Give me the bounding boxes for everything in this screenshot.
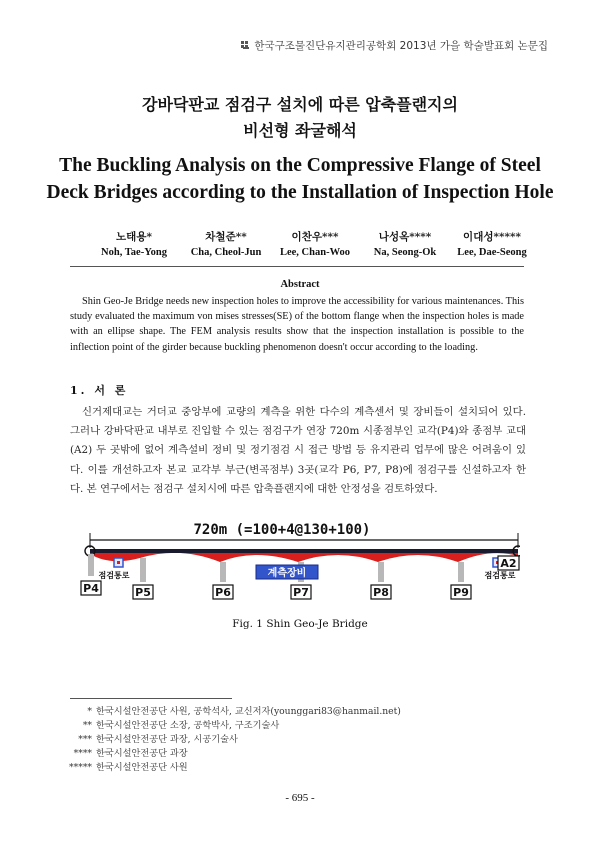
inspection-label-left: 점검통로	[98, 571, 130, 580]
author-korean-name: 이찬우***	[291, 231, 339, 243]
footnote-mark: *	[87, 706, 92, 717]
author-5	[442, 229, 542, 261]
footnote-5	[0, 761, 450, 774]
author-divider	[70, 266, 524, 267]
footnote-mark: *****	[69, 762, 92, 773]
introduction-body: 신거제대교는 거더교 중앙부에 교량의 계측을 위한 다수의 계측센서 및 장비들이 설치되어 있다. 그러나 강바닥판교 내부로 진입할 수 있는 점검구가 연장 720m 시종점부인 교각(P4)와 종점부 교대(A2) 두 곳밖에 없어 계측설비 정비 및 정기점검 시 접근 방법 등 유지관리 업무에 많은 어려움이 있다. 이를 개선하고자 본교 교각부 부근(변곡점부) 3곳(교각 P6, P7, P8)에 점검구를 신설하고자 한다. 본 연구에서는 점검구 설치시에 따른 압축플랜지에 대한 안정성을 검토하였다.	[70, 406, 526, 495]
author-korean-name: 이대성*****	[463, 231, 521, 243]
span-label: 720m (=100+4@130+100)	[193, 522, 371, 538]
author-2	[176, 229, 276, 261]
document-icon	[241, 41, 250, 50]
equipment-label: 계측장비	[267, 568, 307, 579]
author-english-name: Lee, Dae-Seong	[457, 247, 527, 258]
pier-label-p7: P7	[293, 586, 309, 599]
author-korean-name: 노태용*	[116, 231, 152, 243]
author-1	[84, 229, 184, 261]
footnote-mark: ****	[73, 748, 92, 759]
korean-title-line-2: 비선형 좌굴해석	[243, 121, 357, 140]
pier-label-p5: P5	[135, 586, 151, 599]
footnote-4	[0, 747, 450, 760]
abstract-body: Shin Geo-Je Bridge needs new inspection holes to improve the accessibility for various maintenances. This study evaluated the maximum von mises stresses(SE) of the bottom flange when the inspection holes is made with an ellipse shape. The FEM analysis results show that the inspection installation is possible to the inflection point of the girder because buckling phenomenon doesn't occur according to the loading.	[70, 296, 524, 353]
pier-column-p4	[88, 554, 94, 576]
author-english-name: Cha, Cheol-Jun	[190, 247, 262, 258]
author-english-name: Noh, Tae-Yong	[101, 247, 167, 258]
korean-title-line-1: 강바닥판교 점검구 설치에 따른 압축플랜지의	[142, 95, 458, 114]
footnote-text: 한국시설안전공단 사원, 공학석사, 교신저자(younggari83@hanmail.net)	[96, 706, 401, 717]
abstract-heading: Abstract	[280, 279, 320, 290]
footnote-1	[0, 705, 450, 718]
moment-diagram	[90, 552, 518, 562]
english-title-line-2: Deck Bridges according to the Installation of Inspection Hole	[46, 182, 554, 203]
author-english-name: Lee, Chan-Woo	[279, 247, 350, 258]
footnote-mark: **	[82, 720, 92, 731]
author-korean-name: 차철준**	[205, 231, 247, 243]
running-header	[241, 38, 548, 53]
page-number: - 695 -	[285, 792, 315, 804]
author-4	[355, 229, 455, 261]
pier-column-p6	[220, 562, 226, 582]
footnote-text: 한국시설안전공단 소장, 공학박사, 구조기술사	[96, 720, 280, 731]
header-text: 한국구조물진단유지관리공학회 2013년 가을 학술발표회 논문집	[254, 40, 548, 52]
author-korean-name: 나성옥****	[378, 231, 432, 243]
pier-label-p6: P6	[215, 586, 231, 599]
footnote-3	[0, 733, 450, 746]
pier-column-p8	[378, 562, 384, 582]
girder	[90, 549, 518, 553]
pier-label-p9: P9	[453, 586, 469, 599]
section-heading: 1. 서 론	[70, 384, 129, 397]
footnote-text: 한국시설안전공단 사원	[96, 762, 188, 773]
english-title	[0, 152, 600, 206]
footnote-text: 한국시설안전공단 과장	[96, 748, 188, 759]
inspection-access-dot-left	[117, 561, 120, 564]
pier-column-p9	[458, 562, 464, 582]
author-3	[265, 229, 365, 261]
inspection-label-right: 점검통로	[484, 571, 516, 580]
pier-label-p4: P4	[83, 582, 99, 595]
figure-caption: Fig. 1 Shin Geo-Je Bridge	[232, 618, 368, 630]
pier-column-p5	[140, 558, 146, 582]
footnote-text: 한국시설안전공단 과장, 시공기술사	[96, 734, 238, 745]
footnote-mark: ***	[78, 734, 92, 745]
footnote-divider	[70, 698, 232, 699]
pier-label-a2: A2	[500, 557, 517, 570]
korean-title	[0, 92, 600, 144]
bridge-figure	[80, 518, 520, 608]
footnote-2	[0, 719, 450, 732]
english-title-line-1: The Buckling Analysis on the Compressive Flange of Steel	[59, 155, 541, 176]
author-english-name: Na, Seong-Ok	[373, 247, 437, 258]
pier-label-p8: P8	[373, 586, 389, 599]
